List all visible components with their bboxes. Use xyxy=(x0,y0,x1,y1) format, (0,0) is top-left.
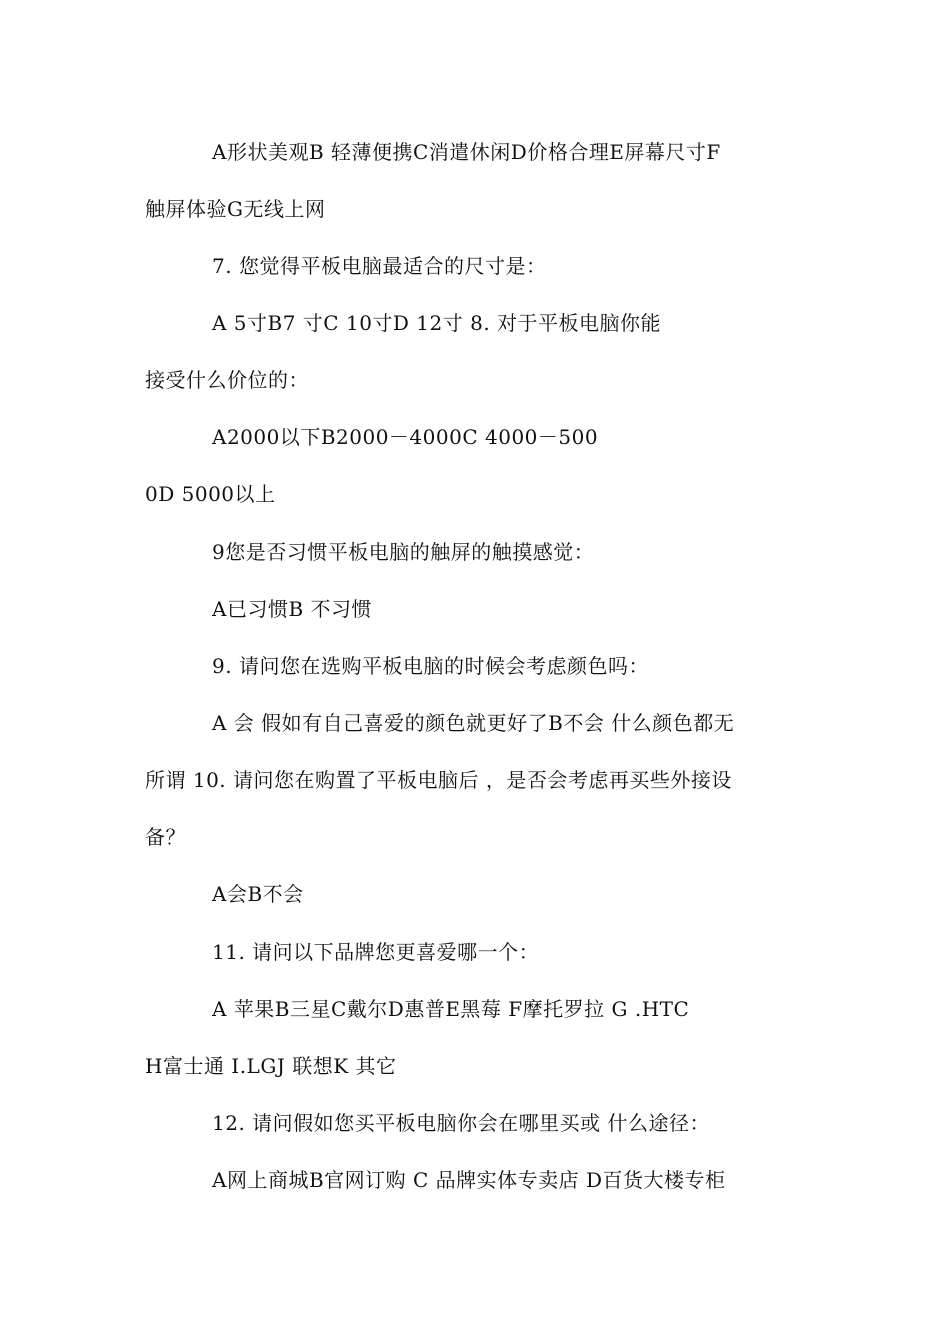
option-line-q11: A 苹果B三星C戴尔D惠普E黑莓 F摩托罗拉 G .HTC xyxy=(212,997,690,1021)
option-line-q9b: A 会 假如有自己喜爱的颜色就更好了B不会 什么颜色都无 xyxy=(212,711,735,735)
option-line-q8: A2000以下B2000－4000C 4000－500 xyxy=(212,425,599,449)
question-7: 7. 您觉得平板电脑最适合的尺寸是： xyxy=(212,254,547,278)
option-line-q7: A 5寸B7 寸C 10寸D 12寸 8. 对于平板电脑你能 xyxy=(212,311,662,335)
question-12: 12. 请问假如您买平板电脑你会在哪里买或 什么途径： xyxy=(212,1111,711,1135)
question-11: 11. 请问以下品牌您更喜爱哪一个： xyxy=(212,940,540,964)
question-9a: 9您是否习惯平板电脑的触屏的触摸感觉： xyxy=(212,540,595,564)
option-line-q10: A会B不会 xyxy=(212,882,304,906)
question-8-cont: 接受什么价位的： xyxy=(145,368,309,392)
option-line-q8-cont: 0D 5000以上 xyxy=(145,482,276,506)
option-line-q9a: A已习惯B 不习惯 xyxy=(212,597,372,621)
option-line-q6-cont: 触屏体验G无线上网 xyxy=(145,197,326,221)
option-line-q12: A网上商城B官网订购 C 品牌实体专卖店 D百货大楼专柜 xyxy=(212,1168,726,1192)
question-9b: 9. 请问您在选购平板电脑的时候会考虑颜色吗： xyxy=(212,654,649,678)
question-10-cont: 备？ xyxy=(145,825,186,849)
option-line-q11-cont: H富士通 I.LGJ 联想K 其它 xyxy=(145,1054,397,1078)
option-line-q6: A形状美观B 轻薄便携C消遣休闲D价格合理E屏幕尺寸F xyxy=(212,140,721,164)
question-10: 所谓 10. 请问您在购置了平板电脑后 ，是否会考虑再买些外接设 xyxy=(145,768,732,792)
